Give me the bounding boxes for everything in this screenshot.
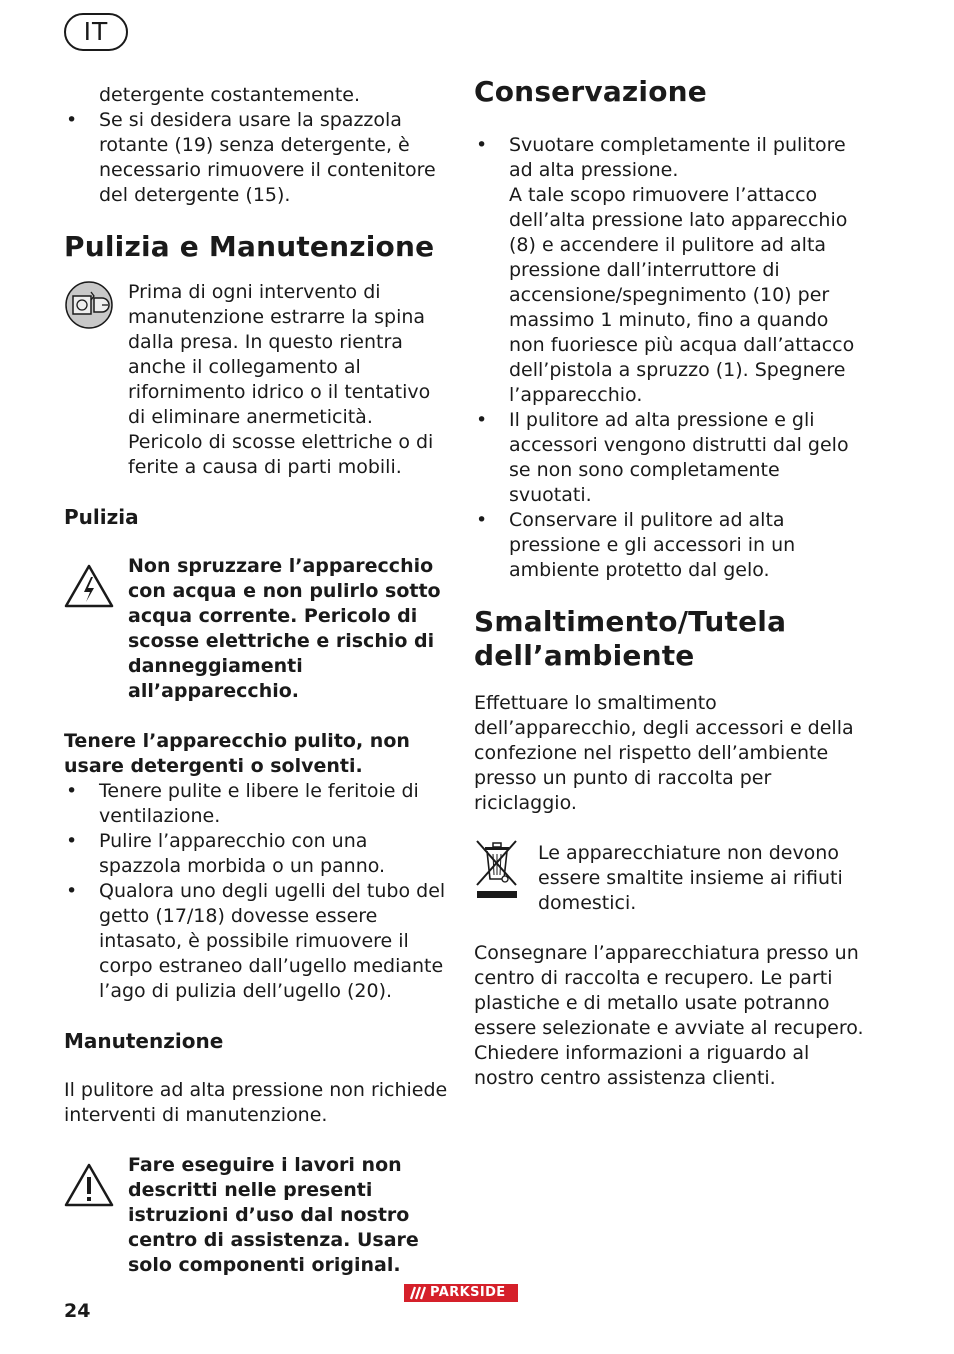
parkside-logo [404, 1284, 518, 1302]
top-bullet-list [64, 108, 452, 208]
electric-warning [64, 554, 452, 704]
continued-text: detergente costantemente. [99, 84, 360, 106]
exclamation-warning-icon [64, 1163, 114, 1214]
clean-bullet-list [64, 779, 452, 1004]
heading-smaltimento: Smaltimento/Tutela dell’ambiente [474, 605, 787, 672]
list-item: • Tenere pulite e libere le feritoie di ventilazione. [64, 779, 452, 829]
unplug-icon [64, 280, 114, 337]
logo-slashes-icon [407, 1284, 427, 1308]
list-item [474, 133, 864, 408]
heading-pulizia: Pulizia [64, 505, 139, 529]
recycle-text: Consegnare l’apparecchiatura presso un centro di raccolta e recupero. Le parti plastiche e di metallo usate potranno essere selezionate e avviate al recupero. Chiedere informazioni a riguardo al nostro centro assistenza clienti. [474, 942, 864, 1089]
electric-hazard-icon [64, 564, 114, 615]
maintenance-text: Il pulitore ad alta pressione non richiede interventi di manutenzione. [64, 1079, 448, 1126]
list-item: • Pulire l’apparecchio con una spazzola morbida o un panno. [64, 829, 452, 879]
clean-note: Tenere l’apparecchio pulito, non usare detergenti o solventi. [64, 730, 410, 777]
disposal-text: Effettuare lo smaltimento dell’apparecchio, degli accessori e della confezione nel rispetto dell’ambiente presso un punto di raccolta per riciclaggio. [474, 692, 854, 814]
list-item-continuation: A tale scopo rimuovere l’attacco dell’alta pressione lato apparecchio (8) e accendere il pulitore ad alta pressione dall’interruttore di accensione/spegnimento (10) per massimo 1 minuto, fino a quando non fuoriesce più acqua dall’attacco dell’pistola a spruzzo (1). Spegnere l’apparecchio. [509, 184, 855, 406]
heading-manutenzione: Manutenzione [64, 1029, 224, 1053]
list-item: • Conservare il pulitore ad alta pressione e gli accessori in un ambiente protetto dal gelo. [474, 508, 864, 583]
logo-brand-text: PARKSIDE [430, 1285, 506, 1300]
electric-warning-text: Non spruzzare l’apparecchio con acqua e non pulirlo sotto acqua corrente. Pericolo di scosse elettriche e rischio di danneggiamenti all’apparecchio. [128, 555, 441, 702]
right-column [474, 75, 864, 1091]
language-badge: IT [64, 13, 128, 51]
weee-note-text: Le apparecchiature non devono essere smaltite insieme ai rifiuti domestici. [538, 842, 843, 914]
list-item-text: Svuotare completamente il pulitore ad alta pressione. [509, 134, 846, 181]
page-number: 24 [64, 1300, 91, 1322]
service-warning [64, 1153, 452, 1278]
list-item: • Qualora uno degli ugelli del tubo del getto (17/18) dovesse essere intasato, è possibile rimuovere il corpo estraneo dall’ugello mediante l’ago di pulizia dell’ugello (20). [64, 879, 452, 1004]
left-column [64, 83, 452, 1278]
list-item: • Il pulitore ad alta pressione e gli accessori vengono distrutti dal gelo se non sono completamente svuotati. [474, 408, 864, 508]
heading-conservazione: Conservazione [474, 75, 707, 108]
list-item: • Se si desidera usare la spazzola rotante (19) senza detergente, è necessario rimuovere il contenitore del detergente (15). [64, 108, 452, 208]
plug-note-text: Prima di ogni intervento di manutenzione estrarre la spina dalla presa. In questo rientra anche il collegamento al rifornimento idrico o il tentativo di eliminare anermeticità. Pericolo di scosse elettriche o di ferite a causa di parti mobili. [128, 281, 434, 478]
weee-note [474, 841, 864, 916]
service-warning-text: Fare eseguire i lavori non descritti nelle presenti istruzioni d’uso dal nostro centro di assistenza. Usare solo componenti original. [128, 1154, 419, 1276]
heading-pulizia-manutenzione: Pulizia e Manutenzione [64, 230, 435, 263]
storage-bullet-list [474, 133, 864, 583]
crossed-bin-icon [474, 837, 520, 908]
plug-note [64, 280, 452, 480]
